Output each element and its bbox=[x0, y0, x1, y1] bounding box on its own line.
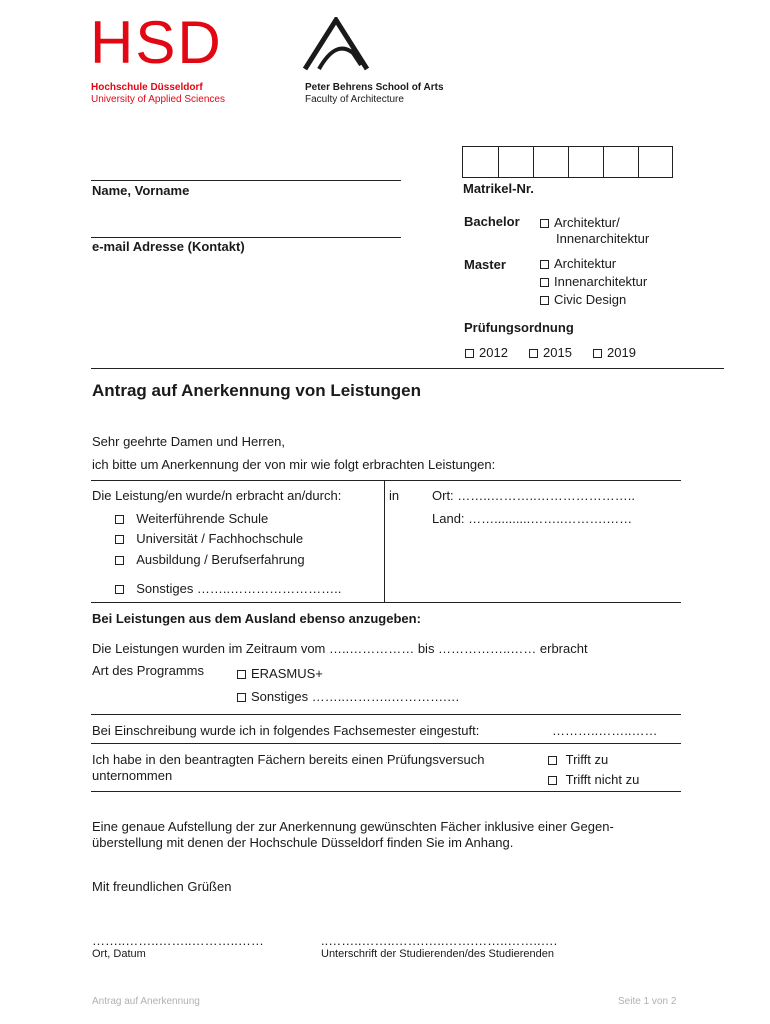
fachsemester-text: Bei Einschreibung wurde ich in folgendes Fachsemester eingestuft: bbox=[92, 723, 480, 738]
divider bbox=[91, 714, 681, 715]
divider bbox=[384, 480, 385, 602]
matrikel-cell[interactable] bbox=[463, 147, 499, 178]
page-title: Antrag auf Anerkennung von Leistungen bbox=[92, 381, 421, 400]
bachelor-option-line2: Innenarchitektur bbox=[556, 231, 650, 246]
divider bbox=[91, 480, 681, 481]
matrikel-label: Matrikel-Nr. bbox=[463, 181, 534, 196]
checkbox-icon[interactable] bbox=[529, 349, 538, 358]
email-label: e-mail Adresse (Kontakt) bbox=[92, 239, 245, 254]
matrikel-grid[interactable] bbox=[462, 146, 673, 178]
bachelor-option-architektur[interactable]: Architektur/ bbox=[540, 215, 620, 231]
master-label: Master bbox=[464, 257, 506, 272]
matrikel-cell[interactable] bbox=[568, 147, 604, 178]
ort-field[interactable]: Ort: ……..………..………………….. bbox=[432, 488, 635, 503]
checkbox-icon[interactable] bbox=[115, 535, 124, 544]
pbsa-subtitle: Faculty of Architecture bbox=[305, 94, 404, 105]
checkbox-icon[interactable] bbox=[548, 776, 557, 785]
checkbox-icon[interactable] bbox=[237, 693, 246, 702]
programm-option-sonstiges[interactable]: Sonstiges ……..………..………….… bbox=[237, 689, 460, 705]
fachsemester-field[interactable]: ………..……..…… bbox=[552, 723, 658, 738]
bachelor-label: Bachelor bbox=[464, 214, 520, 229]
closing-text-line2: überstellung mit denen der Hochschule Düsseldorf finden Sie im Anhang. bbox=[92, 835, 514, 850]
footer-title: Antrag auf Anerkennung bbox=[92, 996, 200, 1007]
hsd-subtitle: University of Applied Sciences bbox=[91, 94, 225, 105]
trifft-zu-option[interactable]: Trifft zu bbox=[548, 752, 608, 768]
checkbox-icon[interactable] bbox=[115, 585, 124, 594]
matrikel-cell[interactable] bbox=[603, 147, 639, 178]
request-text: ich bitte um Anerkennung der von mir wie folgt erbrachten Leistungen: bbox=[92, 457, 496, 472]
signature-label: Unterschrift der Studierenden/des Studierenden bbox=[321, 948, 554, 960]
email-field-line[interactable] bbox=[91, 237, 401, 238]
pruefungsversuch-text-line2: unternommen bbox=[92, 768, 173, 783]
matrikel-cell[interactable] bbox=[638, 147, 674, 178]
divider bbox=[91, 602, 681, 603]
checkbox-icon[interactable] bbox=[465, 349, 474, 358]
checkbox-icon[interactable] bbox=[115, 556, 124, 565]
leistung-option-sonstiges[interactable]: Sonstiges ……..…………………….. bbox=[115, 581, 341, 597]
leistung-option[interactable]: Universität / Fachhochschule bbox=[115, 531, 303, 547]
master-option[interactable]: Civic Design bbox=[540, 292, 626, 308]
pruefungsordnung-option[interactable]: 2015 bbox=[529, 345, 572, 361]
in-label: in bbox=[389, 488, 400, 503]
checkbox-icon[interactable] bbox=[540, 260, 549, 269]
pruefungsordnung-label: Prüfungsordnung bbox=[464, 320, 574, 335]
checkbox-icon[interactable] bbox=[540, 278, 549, 287]
greeting-closing: Mit freundlichen Grüßen bbox=[92, 879, 232, 894]
divider bbox=[91, 791, 681, 792]
zeitraum-text[interactable]: Die Leistungen wurden im Zeitraum vom …..…………… bis ……………..…… erbracht bbox=[92, 641, 588, 656]
programm-option-erasmus[interactable]: ERASMUS+ bbox=[237, 666, 323, 682]
closing-text: Eine genaue Aufstellung der zur Anerkennung gewünschten Fächer inklusive einer Gegen- bbox=[92, 819, 614, 834]
programm-label: Art des Programms bbox=[92, 663, 204, 678]
leistung-option[interactable]: Ausbildung / Berufserfahrung bbox=[115, 552, 305, 568]
page-number: Seite 1 von 2 bbox=[618, 996, 677, 1007]
ort-datum-label: Ort, Datum bbox=[92, 948, 146, 960]
hsd-logo: HSD bbox=[90, 9, 223, 76]
pbsa-name: Peter Behrens School of Arts bbox=[305, 82, 444, 93]
pruefungsordnung-option[interactable]: 2019 bbox=[593, 345, 636, 361]
checkbox-icon[interactable] bbox=[237, 670, 246, 679]
matrikel-cell[interactable] bbox=[498, 147, 534, 178]
matrikel-cell[interactable] bbox=[533, 147, 569, 178]
ausland-heading: Bei Leistungen aus dem Ausland ebenso anzugeben: bbox=[92, 611, 421, 626]
master-option[interactable]: Innenarchitektur bbox=[540, 274, 647, 290]
pbsa-logo-icon bbox=[303, 17, 369, 71]
hsd-name: Hochschule Düsseldorf bbox=[91, 82, 203, 93]
pruefungsversuch-text: Ich habe in den beantragten Fächern bereits einen Prüfungsversuch bbox=[92, 752, 485, 767]
name-field-line[interactable] bbox=[91, 180, 401, 181]
land-field[interactable]: Land: ……..........……..……….…… bbox=[432, 511, 633, 526]
checkbox-icon[interactable] bbox=[540, 296, 549, 305]
leistung-label: Die Leistung/en wurde/n erbracht an/durch: bbox=[92, 488, 342, 503]
leistung-option[interactable]: Weiterführende Schule bbox=[115, 511, 268, 527]
checkbox-icon[interactable] bbox=[540, 219, 549, 228]
ort-datum-field[interactable]: ……..……..……..………..…… bbox=[92, 933, 264, 948]
checkbox-icon[interactable] bbox=[548, 756, 557, 765]
pruefungsordnung-option[interactable]: 2012 bbox=[465, 345, 508, 361]
checkbox-icon[interactable] bbox=[115, 515, 124, 524]
divider bbox=[91, 368, 724, 369]
signature-field[interactable]: ..……..……..…….…..…….……..……..…. bbox=[321, 933, 558, 948]
divider bbox=[91, 743, 681, 744]
greeting: Sehr geehrte Damen und Herren, bbox=[92, 434, 285, 449]
master-option[interactable]: Architektur bbox=[540, 256, 616, 272]
trifft-nicht-zu-option[interactable]: Trifft nicht zu bbox=[548, 772, 639, 788]
name-label: Name, Vorname bbox=[92, 183, 190, 198]
checkbox-icon[interactable] bbox=[593, 349, 602, 358]
